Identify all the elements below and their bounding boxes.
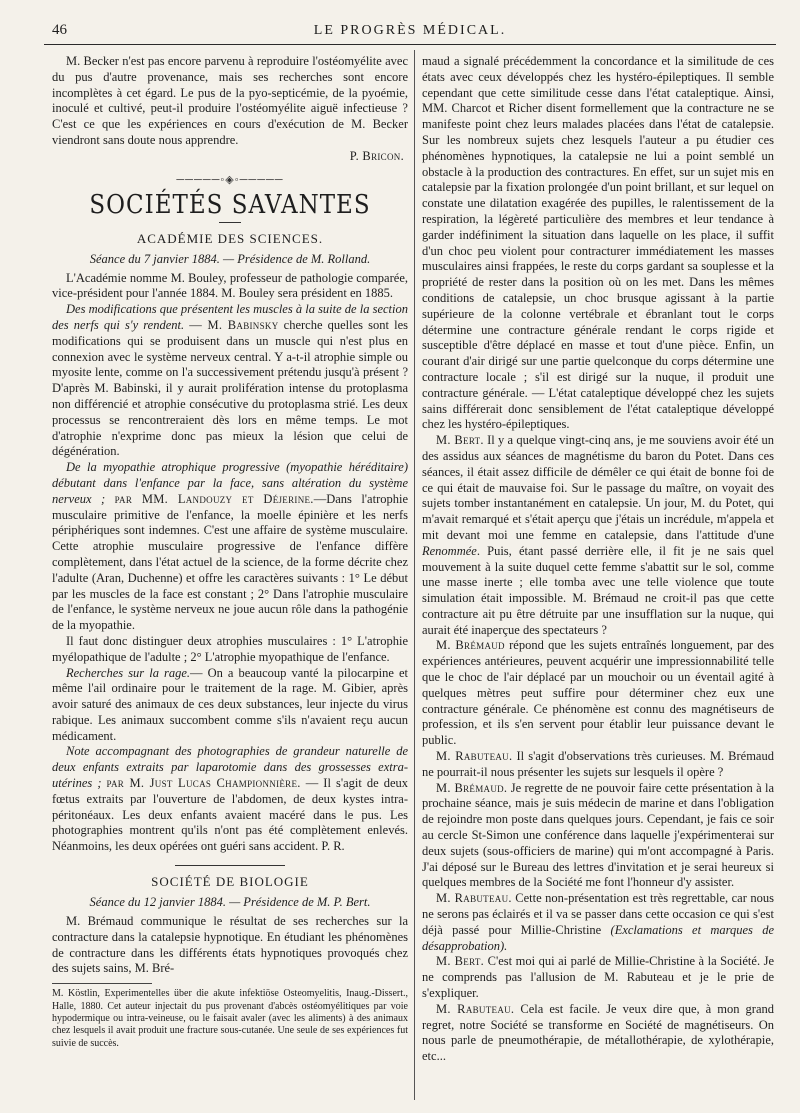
footnote-rule xyxy=(52,983,152,984)
right-paragraph-2: M. Bert. Il y a quelque vingt-cinq ans, je me souviens avoir été un des assidus aux séances de magnétisme du baron du Potet. Dans ces séances, il était assez difficile de démêler ce qui était de bonne foi de ce qui était de mauvaise foi. Sur le passage du maître, on voyait des sujets tomber instantanément en catalepsie. Un jour, M. du Potet, qui m'avait remarqué et s'était aperçu que j'étais un incrédule, m'appela et mit devant moi une femme en catalepsie, dans l'attitude d'une Renommée. Puis, étant passé derrière elle, il fit je ne sais quel mouvement à la suite duquel cette femme s'abattit sur le sol, comme une masse inerte ; elle tomba avec une telle violence que toute simulation était impossible. M. Brémaud ne croit-il pas que cette contracture ait pu être détruite par une insufflation sur la nuque, qui aurait été inaperçue des spectateurs ? xyxy=(422,433,774,637)
academie-paragraph-1: L'Académie nomme M. Bouley, professeur de pathologie comparée, vice-président pour l'année 1884. M. Bouley sera président en 1885. xyxy=(52,270,408,301)
biologie-seance: Séance du 12 janvier 1884. — Présidence de M. P. Bert. xyxy=(89,895,371,910)
biologie-paragraph-1: M. Brémaud communique le résultat de ses recherches sur la contracture dans la catalepsie hypnotique. En étudiant les phénomènes de contracture dans les différents états hypnotiques provoqués chez des sujets sains, M. Bré- xyxy=(52,914,408,976)
academie-title: ACADÉMIE DES SCIENCES. xyxy=(136,230,324,246)
right-paragraph-6: M. Rabuteau. Cette non-présentation est très regrettable, car nous ne serons pas éclairés et il va se passer dans cette occasion ce qui s'est déjà passé pour Millie-Christine (Exclamations et marques de désapprobation). xyxy=(422,891,774,953)
academie-paragraph-2: Des modifications que présentent les muscles à la suite de la section des nerfs qui s'y rendent. — M. Babinsky cherche quelles sont les modifications qui se produisent dans un muscle qui n'est plus en connexion avec le système nerveux central. Y a-t-il atrophie simple ou myosite lente, comme on l'a successivement prétendu jusqu'à présent ? D'après M. Babinski, il y aurait prolifération intense du protoplasma non différencié et atrophie consécutive du protoplasma strié. Les deux processus se rencontreraient dès lors en même temps. Le mot d'atrophie n'exprime donc pas mieux la lésion que celui de dégénération. xyxy=(52,302,408,459)
section-rule xyxy=(175,865,285,866)
academie-paragraph-4: Il faut donc distinguer deux atrophies musculaires : 1° L'atrophie myélopathique de l'adulte ; 2° L'atrophie myopathique de l'enfance. xyxy=(52,633,408,664)
running-header xyxy=(44,20,776,45)
right-paragraph-4: M. Rabuteau. Il s'agit d'observations très curieuses. M. Brémaud ne pourrait-il nous présenter les sujets sur lesquels il opère ? xyxy=(422,749,774,779)
academie-paragraph-6: Note accompagnant des photographies de grandeur naturelle de deux enfants extraits par laparotomie dans des grossesses extra-utérines ; par M. Just Lucas Championnière. — Il s'agit de deux fœtus extraits par l'ouverture de l'abdomen, de deux kystes intra-péritonéaux. Les deux enfants avaient macéré dans le pus. Les photographies montrent qu'ils n'ont pas été complètement enlevés. Néanmoins, les deux opérées ont guéri sans accident. P. R. xyxy=(52,744,408,854)
right-paragraph-5: M. Brémaud. Je regrette de ne pouvoir faire cette présentation à la prochaine séance, mais je suis médecin de marine et dans l'obligation de rejoindre mon poste dans quelques jours. Cependant, je fais ce soir au cercle St-Simon une conférence dans laquelle j'expérimenterai sur deux sujets (sous-officiers de marine) qui m'ont accompagné à Paris. J'ai déposé sur le Bureau des lettres d'invitation et je serai heureux si quelques membres de la Société me font l'honneur d'y assister. xyxy=(422,780,774,890)
short-rule xyxy=(219,222,241,223)
left-column xyxy=(52,54,408,1099)
right-paragraph-8: M. Rabuteau. Cela est facile. Je veux dire que, à mon grand regret, notre Société se transforme en Société de magnétiseurs. On nous parle de pneumothérapie, de métallothérapie, de xylothérapie, etc... xyxy=(422,1001,774,1064)
right-paragraph-7: M. Bert. C'est moi qui ai parlé de Millie-Christine à la Société. Je ne comprends pas l'allusion de M. Rabuteau et je le prie de s'expliquer. xyxy=(422,954,774,1001)
right-paragraph-1: maud a signalé précédemment la concordance et la similitude de ces états avec ceux développés chez les hystéro-épileptiques. Il semble cependant que cette similitude cesse dans l'état cataleptique. Ainsi, MM. Charcot et Richer disent formellement que la contracture ne se manifeste point chez leurs malades placées dans l'état de catalepsie. Sur les nombreux sujets chez lesquels l'auteur a pu étudier ces phénomènes hypnotiques, la catalepsie ne lui a point semblé un obstacle à la production des contractures. En effet, sur un sujet mis en catalepsie par la fixation prolongée d'un point brillant, et sur lequel on constate une dilatation exagérée des pupilles, le ralentissement de la respiration, la légèreté particulière des membres et leur tendance à garder indéfiniment la situation dans laquelle on les place, il suffit d'un choc peu violent pour contracturer immédiatement les masses musculaires ainsi frappées, le reste du corps gardant sa souplesse et la propriété de rester dans la position où on les met. Dans les mêmes conditions de catalepsie, un choc brusque agissant à la partie supérieure de la colonne vertébrale et ébranlant tout le corps détermine une contracture générale rendant le corps rigide et susceptible d'être déplacé en masse et tout d'une pièce. Enfin, un courant d'air dirigé sur une partie quelconque du corps détermine une contracture locale ; s'il est dirigé sur la nuque, il produit une contracture générale. — L'état cataleptique développé chez les sujets sains différerait donc sensiblement de l'état cataleptique développé chez les hystéro-épileptiques. xyxy=(422,54,774,432)
academie-paragraph-5: Recherches sur la rage.— On a beaucoup vanté la pilocarpine et même l'ail ordinaire pour le traitement de la rage. M. Gibier, après avoir saturé des animaux de ces deux substances, leur injecte du virus rabique. Les animaux succombent comme s'ils n'avaient reçu aucun médicament. xyxy=(52,665,408,743)
footnote: M. Köstlin, Experimentelles über die akute infektiöse Osteomyelitis, Inaug.-Dissert., Halle, 1880. Cet auteur injectait du pus provenant d'abcès ostéomyélitiques par voie hypodermique ou intra-veineuse, ou le faisait avaler (avec les aliments) à des animaux chez lesquels il avait produit une fracture sous-cutanée. Une seule de ses expériences fut suivie de succès. xyxy=(52,988,408,1049)
ornament-divider: ─────◦◈◦───── xyxy=(176,173,284,186)
right-column xyxy=(422,54,774,1099)
column-divider xyxy=(414,50,415,1100)
right-paragraph-3: M. Brémaud répond que les sujets entraînés longuement, par des expériences antérieures, peuvent acquérir une impressionnabilité telle que le choc de l'air déplacé par un mouchoir ou un éventail agité à quelques mètres peut suffire pour déterminer chez eux une contracture générale. Ce phénomène est connu des magnétiseurs de profession, et ils s'en servent pour établir leur puissance devant le public. xyxy=(422,638,774,748)
academie-paragraph-3: De la myopathie atrophique progressive (myopathie héréditaire) débutant dans l'enfance par la face, sans altération du système nerveux ; par MM. Landouzy et Déjerine.—Dans l'atrophie musculaire primitive de l'enfance, la moelle épinière et les nerfs périphériques sont indemnes. C'est une affaire de système musculaire. Cette atrophie musculaire progressive de l'enfance diffère complètement, dans l'état actuel de la science, de la forme décrite chez l'adulte (Aran, Duchenne) et offre les caractères suivants : 1° Le début par les muscles de la face est constant ; 2° Dans l'atrophie musculaire de l'enfance, le système nerveux ne joue aucun rôle dans la pathogénie de la myopathie. xyxy=(52,460,408,633)
section-title: SOCIÉTÉS SAVANTES xyxy=(89,189,371,220)
journal-title: LE PROGRÈS MÉDICAL. xyxy=(313,23,507,38)
intro-paragraph: M. Becker n'est pas encore parvenu à reproduire l'ostéomyélite avec du pus d'autre provenance, mais ses recherches sont encore incomplètes à cet égard. Le pus de la pyo-septicémie, de la pyoémie, inoculé et cultivé, peut-il produire l'ostéomyélite aiguë infectieuse ? C'est ce que les expériences en cours d'exécution de M. Becker viendront sans doute nous apprendre. xyxy=(52,54,408,147)
academie-seance: Séance du 7 janvier 1884. — Présidence de M. Rolland. xyxy=(89,251,371,266)
intro-signature: P. Bricon. xyxy=(349,148,404,163)
page-number: 46 xyxy=(52,22,67,38)
biologie-title: SOCIÉTÉ DE BIOLOGIE xyxy=(151,874,309,890)
